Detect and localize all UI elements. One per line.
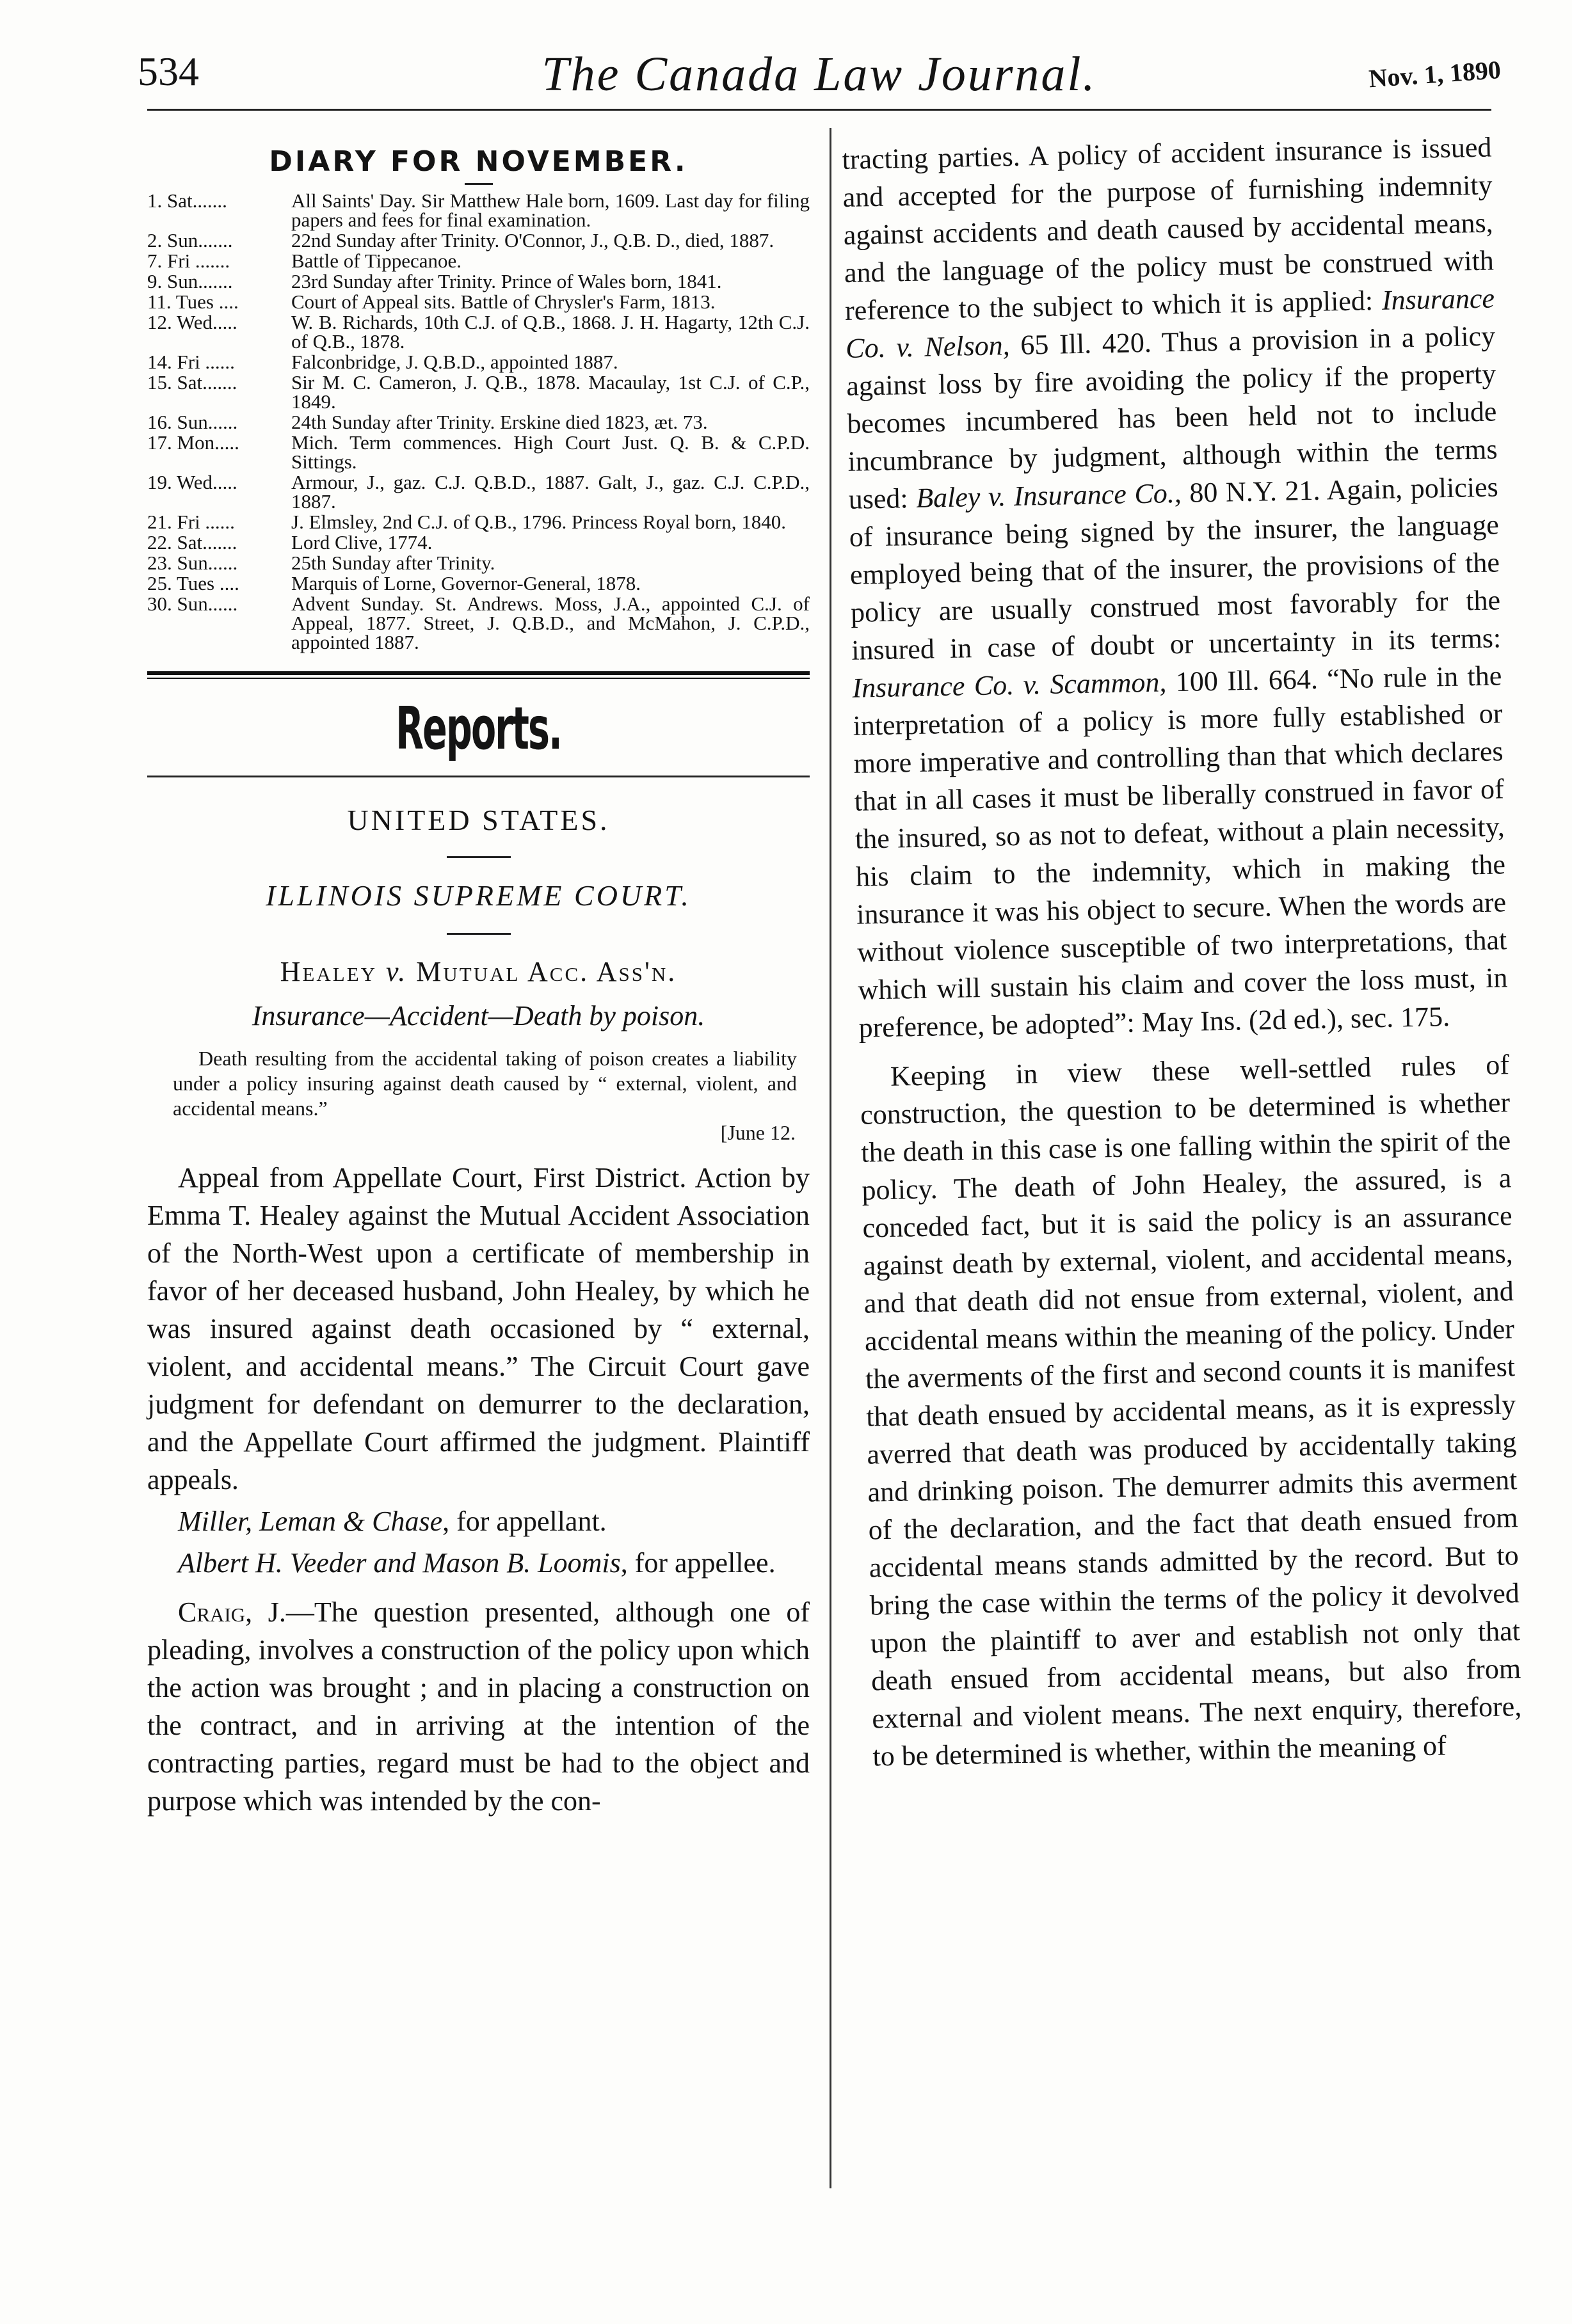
reports-rule [147, 776, 810, 777]
diary-entry-day: 11. Tues .... [147, 290, 239, 313]
country-heading: UNITED STATES. [347, 804, 610, 836]
opinion-continued-paragraph [842, 129, 1509, 1047]
opinion-text-part-4: 100 Ill. 664. “No rule in the interpretation of a policy is more fully established or more imperative and controlling than that which declares that in all cases it must be liberally construed in favor of the insured, so as not to defeat, without a plain necessity, his claim to the indemnity, which in making the insurance it was his object to secure. When the words are without violence susceptible of two interpretations, that which will sustain his claim and cover the loss must, in preference, be adopted”: May Ins. (2d ed.), sec. 175. [853, 660, 1508, 1044]
short-rule [447, 856, 511, 858]
diary-entry-day: 25. Tues .... [147, 572, 239, 594]
citation-scammon: Insurance Co. v. Scammon, [851, 666, 1167, 704]
diary-entry-text: 22nd Sunday after Trinity. O'Connor, J., Q.B. D., died, 1887. [291, 229, 774, 251]
diary-entry-day: 2. Sun....... [147, 229, 233, 251]
appeal-paragraph: Appeal from Appellate Court, First District. Action by Emma T. Healey against the Mutual Accident Association of the North-West upon a certificate of membership in favor of her deceased husband, John Healey, by which he was insured against death occasioned by “ external, violent, and accidental means.” The Circuit Court gave judgment for defendant on demurrer to the declaration, and the Appellate Court affirmed the judgment. Plaintiff appeals. [147, 1162, 810, 1495]
counsel-appellee-role: , for appellee. [620, 1547, 776, 1579]
diary-entry-text: Mich. Term commences. High Court Just. Q. B. & C.P.D. Sittings. [291, 431, 810, 473]
diary-entry [147, 473, 810, 511]
diary-entry-day: 1. Sat....... [147, 189, 227, 212]
diary-entry-text: W. B. Richards, 10th C.J. of Q.B., 1868. J. H. Hagarty, 12th C.J. of Q.B., 1878. [291, 311, 810, 353]
diary-title: DIARY FOR NOVEMBER. [147, 145, 810, 185]
diary-entry-text: All Saints' Day. Sir Matthew Hale born, 1609. Last day for filing papers and fees for final examination. [291, 189, 810, 231]
diary-entry-text: Falconbridge, J. Q.B.D., appointed 1887. [291, 351, 618, 373]
opinion-text: , J.—The question presented, although one of pleading, involves a construction of the policy upon which the action was brought ; and in placing a construction on the contract, and in arriving at the intention of the contracting parties, regard must be had to the object and purpose which was intended by the con- [147, 1596, 810, 1817]
journal-title: The Canada Law Journal. [541, 47, 1097, 101]
diary-entry [147, 231, 810, 250]
diary-entry [147, 533, 810, 552]
diary-entry-text: Lord Clive, 1774. [291, 531, 433, 553]
diary-entry [147, 313, 810, 351]
diary-entry-day: 7. Fri ....... [147, 250, 230, 272]
diary-entry [147, 513, 810, 532]
counsel-appellant-names: Miller, Leman & Chase [178, 1506, 443, 1537]
diary-entry [147, 433, 810, 472]
diary-entry-day: 16. Sun...... [147, 411, 238, 433]
column-divider [830, 128, 831, 2188]
counsel-appellee-names: Albert H. Veeder and Mason B. Loomis [178, 1547, 621, 1579]
diary-entry-text: 23rd Sunday after Trinity. Prince of Wales born, 1841. [291, 270, 722, 292]
diary-entry-text: Battle of Tippecanoe. [291, 250, 462, 272]
diary-entry-day: 9. Sun....... [147, 270, 233, 292]
case-name [147, 955, 810, 988]
diary-entry [147, 373, 810, 411]
right-column [842, 129, 1523, 1776]
diary-entry [147, 292, 810, 312]
diary-entry-day: 19. Wed..... [147, 471, 237, 493]
case-syllabus: Death resulting from the accidental taking of poison creates a liability under a policy insuring against death caused by “ external, violent, and accidental means.” [173, 1047, 797, 1120]
diary-entry-text: J. Elmsley, 2nd C.J. of Q.B., 1796. Princess Royal born, 1840. [291, 511, 786, 533]
diary-entry [147, 594, 810, 652]
case-party-defendant: Mutual Acc. Ass'n. [416, 956, 677, 987]
diary-entry-day: 15. Sat....... [147, 371, 237, 394]
counsel-appellant [147, 1502, 810, 1540]
diary-entry-text: Armour, J., gaz. C.J. Q.B.D., 1887. Galt, J., gaz. C.J. C.P.D., 1887. [291, 471, 810, 513]
case-subject: Insurance—Accident—Death by poison. [252, 1000, 705, 1031]
diary-list [147, 191, 810, 652]
diary-entry-day: 21. Fri ...... [147, 511, 235, 533]
diary-entry-day: 23. Sun...... [147, 552, 238, 574]
citation-nelson: Insurance Co. v. Nelson, [845, 282, 1495, 364]
diary-entry-text: Marquis of Lorne, Governor-General, 1878. [291, 572, 641, 594]
reports-heading: Reports. [396, 694, 561, 763]
syllabus-date: [June 12. [720, 1121, 796, 1144]
diary-entry [147, 574, 810, 593]
opinion-text-part-3: 80 N.Y. 21. Again, policies of insurance being signed by the insurer, the language employed being that of the insurer, the provisions of the policy are usually construed most favorably for the insured in case of doubt or uncertainty in its terms: [849, 471, 1502, 666]
counsel-appellant-role: , for appellant. [442, 1506, 607, 1537]
issue-date: Nov. 1, 1890 [1368, 55, 1502, 93]
diary-entry [147, 553, 810, 573]
construction-paragraph: Keeping in view these well-settled rules of construction, the question to be determined is whether the death in this case is one falling within the spirit of the policy. The death of John Healey, the assured, is a conceded fact, but it is said the policy is an assurance against death by external, violent, and accidental means, and that death did not ensue from external, violent, and accidental means within the meaning of the policy. Under the averments of the first and second counts it is manifest that death ensued by accidental means, as it is expressly averred that death was produced by accidentally taking and drinking poison. The demurrer admits this averment of the declaration, and the fact that death ensued from accidental means stands admitted by the record. But to bring the case within the terms of the policy it devolved upon the plaintiff to aver and establish not only that death ensued from accidental means, but also from external and violent means. The next enquiry, therefore, to be determined is whether, within the meaning of [860, 1049, 1522, 1772]
opinion-text-part-2: 65 Ill. 420. Thus a provision in a policy against loss by fire avoiding the policy if the property becomes incumbered has been held not to include incumbrance by judgment, although within the terms used: [846, 320, 1498, 515]
left-column [147, 138, 810, 1820]
section-double-rule [147, 671, 810, 679]
opinion-judge: Craig [178, 1596, 246, 1628]
diary-entry-text: Court of Appeal sits. Battle of Chrysler's Farm, 1813. [291, 290, 716, 313]
diary-entry-text: 24th Sunday after Trinity. Erskine died 1823, æt. 73. [291, 411, 708, 433]
page-number: 534 [138, 49, 199, 94]
diary-entry [147, 353, 810, 372]
case-versus: v. [386, 956, 408, 987]
diary-entry-text: 25th Sunday after Trinity. [291, 552, 495, 574]
diary-entry-text: Advent Sunday. St. Andrews. Moss, J.A., appointed C.J. of Appeal, 1877. Street, J. Q.B.D., and McMahon, J. C.P.D., appointed 1887. [291, 593, 810, 653]
diary-entry-day: 30. Sun...... [147, 593, 238, 615]
opinion-text-part-1: tracting parties. A policy of accident insurance is issued and accepted for the purpose of furnishing indemnity against accidents and death caused by accidental means, and the language of the policy must be construed with reference to the subject to which it is applied: [842, 131, 1495, 326]
short-rule [447, 933, 511, 935]
diary-entry [147, 251, 810, 271]
opinion-paragraph [147, 1593, 810, 1820]
diary-entry-day: 17. Mon..... [147, 431, 239, 454]
page-header [138, 35, 1501, 106]
diary-entry-day: 22. Sat....... [147, 531, 237, 553]
diary-entry [147, 413, 810, 432]
counsel-appellee [147, 1544, 810, 1582]
header-rule [147, 109, 1491, 111]
case-party-plaintiff: Healey [280, 956, 378, 987]
court-heading: ILLINOIS SUPREME COURT. [266, 879, 691, 912]
diary-entry-day: 14. Fri ...... [147, 351, 235, 373]
diary-entry-text: Sir M. C. Cameron, J. Q.B., 1878. Macaulay, 1st C.J. of C.P., 1849. [291, 371, 810, 413]
diary-entry [147, 191, 810, 230]
citation-baley: Baley v. Insurance Co., [915, 477, 1182, 514]
diary-entry-day: 12. Wed..... [147, 311, 237, 333]
diary-entry [147, 272, 810, 291]
